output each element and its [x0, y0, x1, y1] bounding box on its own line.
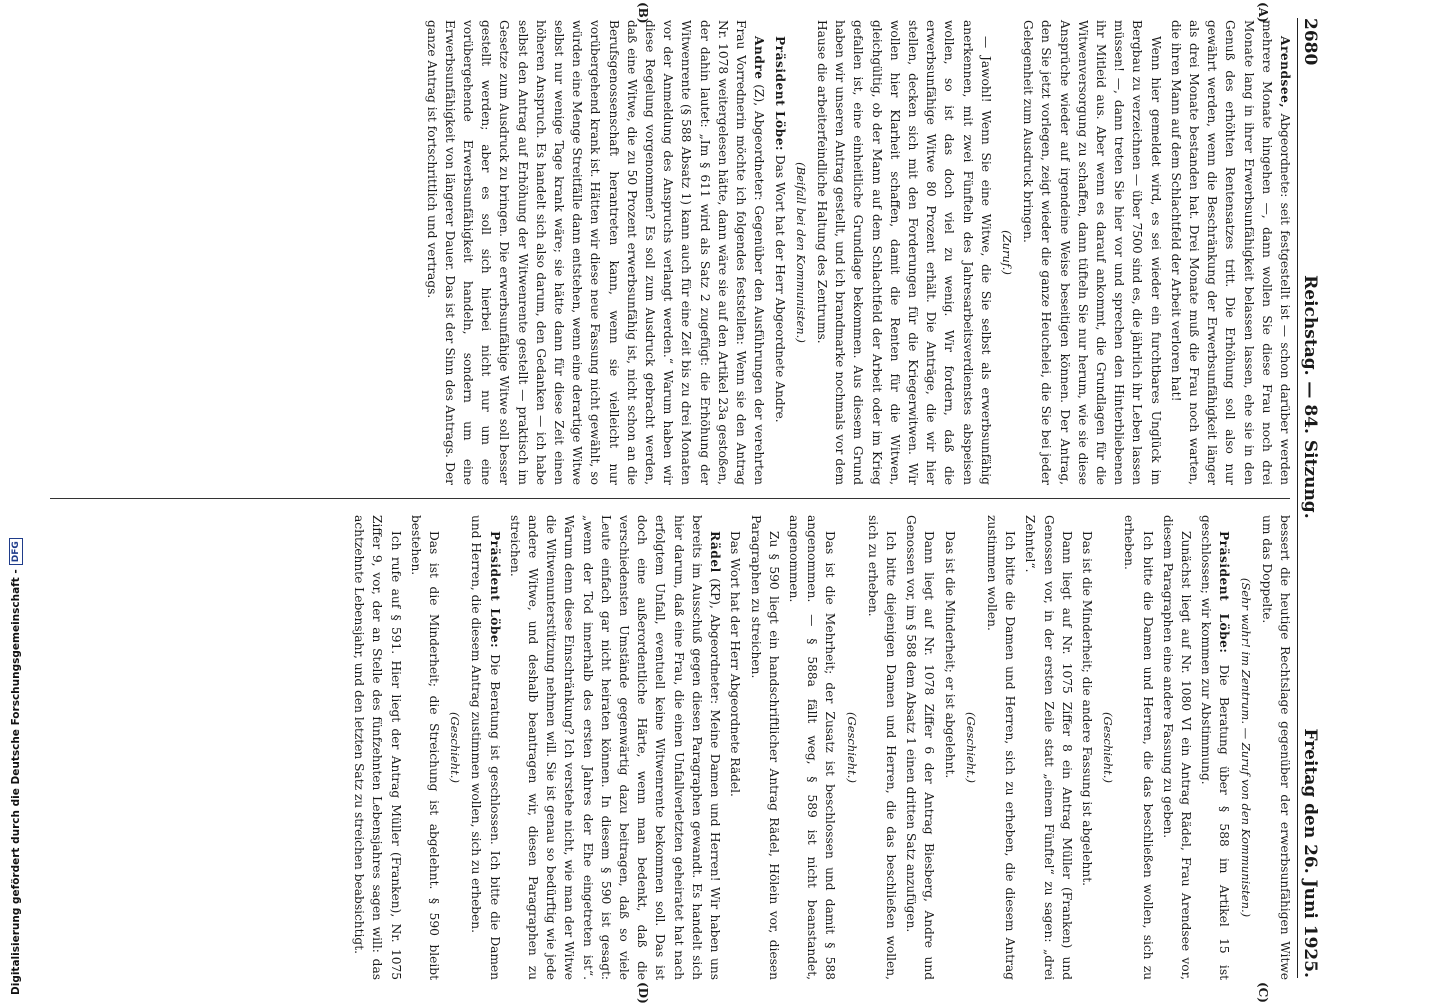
- text-paragraph: Dann liegt auf Nr. 1075 Ziffer 8 ein Antrag Müller (Franken) und Genossen vor, in der ersten Zeile statt „einem Fünftel“ zu sagen: „drei Zehntel“.: [1023, 515, 1074, 980]
- session-title: Reichstag. — 84. Sitzung.: [1300, 275, 1320, 519]
- stage-direction: (Sehr wahr! im Zentrum. — Zuruf von den Kommunisten.): [1238, 577, 1253, 918]
- text-paragraph: bessert die heutige Rechtslage gegenüber der erwerbsunfähigen Witwe um das Doppelte.: [1259, 515, 1292, 980]
- text-paragraph: Ich bitte die Damen und Herren, sich zu erheben, die diesem Antrag zustimmen wollen.: [984, 515, 1018, 980]
- session-date: Freitag den 26. Juni 1925.: [1300, 728, 1320, 978]
- speaker-name: Andre: [752, 36, 767, 80]
- text-paragraph: Zu § 590 liegt ein handschriftlicher Antrag Rädel, Hölein vor, diesen Paragraphen zu streichen.: [748, 515, 781, 980]
- text-paragraph: Ich bitte diejenigen Damen und Herren, die das beschließen wollen, sich zu erheben.: [865, 515, 898, 980]
- text-paragraph: Wenn hier gemeldet wird, es sei wieder ein furchtbares Unglück im Bergbau zu verzeichnen — über 7500 sind es, die jährlich ihr Leben lassen müssen! —, dann treten Sie hier vor und sprechen den Hinterbliebenen ihr Mitleid aus. Aber wenn es darauf ankommt, die Grundlagen für die Witwenversorgung zu schaffen, dann tüfteln Sie nur herum, wie sie diese Ansprüche wieder auf irgendeine Weise beseitigen können. Der Antrag, den Sie jetzt vorlegen, zeigt wieder die ganze Heuchelei, die Sie bei jeder Gelegenheit zum Ausdruck bringen.: [1021, 20, 1163, 485]
- speech-paragraph: [1167, 20, 1294, 485]
- text-paragraph: Das ist die Minderheit; die Streichung ist abgelehnt. § 590 bleibt bestehen.: [408, 515, 442, 980]
- speaker-name: Präsident Löbe:: [1217, 531, 1232, 654]
- margin-letter-d: (D): [636, 982, 650, 1004]
- page-number: 2680: [1300, 18, 1320, 66]
- speech-paragraph: [770, 20, 788, 485]
- document-page: [30, 0, 1330, 1004]
- column-divider: [50, 498, 1290, 499]
- margin-letter-b: (B): [636, 2, 650, 24]
- text-paragraph: Das ist die Mehrheit; der Zusatz ist beschlossen und damit § 588 angenommen. — § 588a fällt weg, § 589 ist nicht beanstandet, angenommen.: [786, 515, 838, 980]
- text-paragraph: — Jawohl! Wenn Sie eine Witwe, die Sie selbst als erwerbsunfähig anerkennen, mit zwei Fünfteln des Jahresarbeitsverdienstes abspeisen wollen, so ist das doch viel zu wenig. Wir fordern, daß die erwerbsunfähige Witwe 80 Prozent erhält. Die Anträge, die wir hier stellen, decken sich mit den Forderungen für die Kriegerwitwen. Wir wollen hier Klarheit schaffen, damit die Renten für die Witwen, gleichgültig, ob der Mann auf dem Schlachtfeld der Arbeit oder im Krieg gefallen ist, eine einheitliche Grundlage bekommen. Aus diesem Grund haben wir unseren Antrag gestellt, und ich brandmarke nochmals vor dem Hause die arbeiterfeindliche Haltung des Zentrums.: [814, 20, 993, 485]
- speaker-name: Arendsee,: [1278, 36, 1292, 109]
- left-column: [420, 20, 1294, 485]
- text-paragraph: Ich bitte die Damen und Herren, die das beschließen wollen, sich zu erheben.: [1122, 515, 1155, 980]
- speaker-role: Abgeordnete:: [1278, 108, 1292, 198]
- digitization-note: [6, 0, 26, 995]
- speech-paragraph: [1197, 515, 1233, 980]
- text-paragraph: Das Wort hat der Herr Abgeordnete Rädel.: [728, 531, 743, 797]
- speech-text: seit festgestellt ist — schon darüber werden mehrere Monate hingehen —, dann wollen Sie diese Frau noch drei Monate lang in ihrer Erwerbsunfähigkeit belassen lassen, ehe sie in den Genuß des erhöhten Rentensatzes tritt. Die Erhöhung soll also nur gewährt werden, wenn die Beschränkung der Erwerbsunfähigkeit länger als drei Monate bestanden hat. Drei Monate muß die Frau noch warten, die ihren Mann auf dem Schlachtfeld der Arbeit verloren hat!: [1168, 20, 1292, 485]
- stage-direction: (Geschieht.): [963, 712, 978, 783]
- margin-letter-a: (A): [1256, 2, 1270, 23]
- stage-direction: (Geschieht.): [844, 712, 859, 783]
- text-paragraph: Zunächst liegt auf Nr. 1080 VI ein Antrag Rädel, Frau Arendsee vor, diesem Paragraphen eine andere Fassung zu geben.: [1160, 515, 1193, 980]
- digitization-text: Digitalisierung gefördert durch die Deutsche Forschungsgemeinschaft -: [10, 569, 22, 995]
- text-paragraph: Das ist die Minderheit; die andere Fassung ist abgelehnt.: [1079, 531, 1094, 886]
- speech-paragraph: [467, 515, 503, 980]
- stage-direction: (Geschieht.): [448, 712, 463, 783]
- speech-text: Das Wort hat der Herr Abgeordnete Andre.: [772, 150, 787, 423]
- speaker-name: Rädel: [708, 531, 723, 573]
- page-header: [1297, 18, 1326, 978]
- speech-paragraph: [422, 20, 768, 485]
- speaker-name: Präsident Löbe:: [487, 531, 502, 649]
- text-paragraph: Das ist die Minderheit; er ist abgelehnt.: [942, 531, 957, 779]
- dfg-logo-icon: DFG: [9, 538, 23, 565]
- speech-text: Die Beratung ist geschlossen. Ich bitte die Damen und Herren, die diesem Antrag zustimmen wollen, sich zu erheben.: [469, 515, 502, 980]
- speech-paragraph: [506, 515, 724, 980]
- speech-text: Gegenüber den Ausführungen der verehrten Frau Vorrednerin möchte ich folgendes feststellen: Wenn sie den Antrag Nr. 1078 weitergelesen hätte, dann wäre sie auf den Artikel 23a gestoßen, der dahin lautet: „Im § 611 wird als Satz 2 zugefügt: die Erhöhung der Witwenrente (§ 588 Absatz 1) kann auch für eine Zeit bis zu drei Monaten vor der Anmeldung des Anspruchs verlangt werden.“ Warum haben wir diese Regelung vorgenommen? Es soll zum Ausdruck gebracht werden, daß eine Witwe, die zu 50 Prozent erwerbsunfähig ist, nicht schon an die Berufsgenossenschaft herantreten kann, wenn sie vielleicht nur vorübergehend krank ist. Hätten wir diese neue Fassung nicht gewählt, so würden eine Menge Streitfälle dann entstehen, wenn eine derartige Witwe selbst nur wenige Tage krank wäre; sie hätte dann für diese Zeit einen höheren Anspruch. Es handelt sich also darum, den Gedanken — ich habe selbst den Antrag auf Erhöhung der Witwenrente gestellt — praktisch im Gesetze zum Ausdruck zu bringen. Die erwerbsunfähige Witwe soll besser gestellt werden; aber es soll sich hierbei nicht nur um eine vorübergehende Erwerbsunfähigkeit handeln, sondern um eine Erwerbsunfähigkeit von längerer Dauer. Das ist der Sinn des Antrags. Der ganze Antrag ist fortschrittlich und vertrags.: [424, 20, 767, 485]
- speaker-role: (Z), Abgeordneter:: [752, 79, 767, 201]
- speech-text: Die Beratung über § 588 im Artikel 15 ist geschlossen; wir kommen zur Abstimmung.: [1199, 515, 1232, 980]
- speaker-name: Präsident Löbe:: [772, 36, 787, 151]
- text-paragraph: Ich rufe auf § 591. Hier liegt der Antrag Müller (Franken), Nr. 1075 Ziffer 9, vor, der an Stelle des fünfzehnten Lebensjahres sagen will: das achtzehnte Lebensjahr, und den letzten Satz zu streichen beabsichtigt.: [352, 515, 403, 980]
- speaker-role: (KP), Abgeordneter:: [708, 572, 723, 705]
- margin-letter-c: (C): [1256, 982, 1270, 1003]
- stage-direction: (Zuruf.): [999, 230, 1014, 275]
- stage-direction: (Geschieht.): [1101, 712, 1116, 783]
- speech-text: Meine Damen und Herren! Wir haben uns bereits im Ausschuß gegen diesen Paragraphen gewandt. Es handelt sich hier darum, daß eine Frau, die einen Unfallverletzten geheiratet hat nach erfolgtem Unfall, eventuell keine Witwenrente bekommen soll. Das ist doch eine außerordentliche Härte, wenn man bedenkt, daß die verschiedensten Umstände gegenwärtig dazu beitragen, daß so viele Leute einfach gar nicht heiraten können. In diesem § 590 ist gesagt: „wenn der Tod innerhalb des ersten Jahres der Ehe eingetreten ist“. Warum denn diese Einschränkung? Ich verstehe nicht, wie man der Witwe die Witwenunterstützung nehmen will. Sie ist genau so bedürftig wie jede andere Witwe, und deshalb beantragen wir, diesen Paragraphen zu streichen.: [507, 515, 723, 980]
- stage-direction: (Beifall bei den Kommunisten.): [793, 162, 808, 343]
- right-column: [348, 515, 1294, 980]
- text-paragraph: Dann liegt auf Nr. 1078 Ziffer 6 der Antrag Biesberg, Andre und Genossen vor, im § 588 dem Absatz 1 einen dritten Satz anzufügen.: [904, 515, 937, 980]
